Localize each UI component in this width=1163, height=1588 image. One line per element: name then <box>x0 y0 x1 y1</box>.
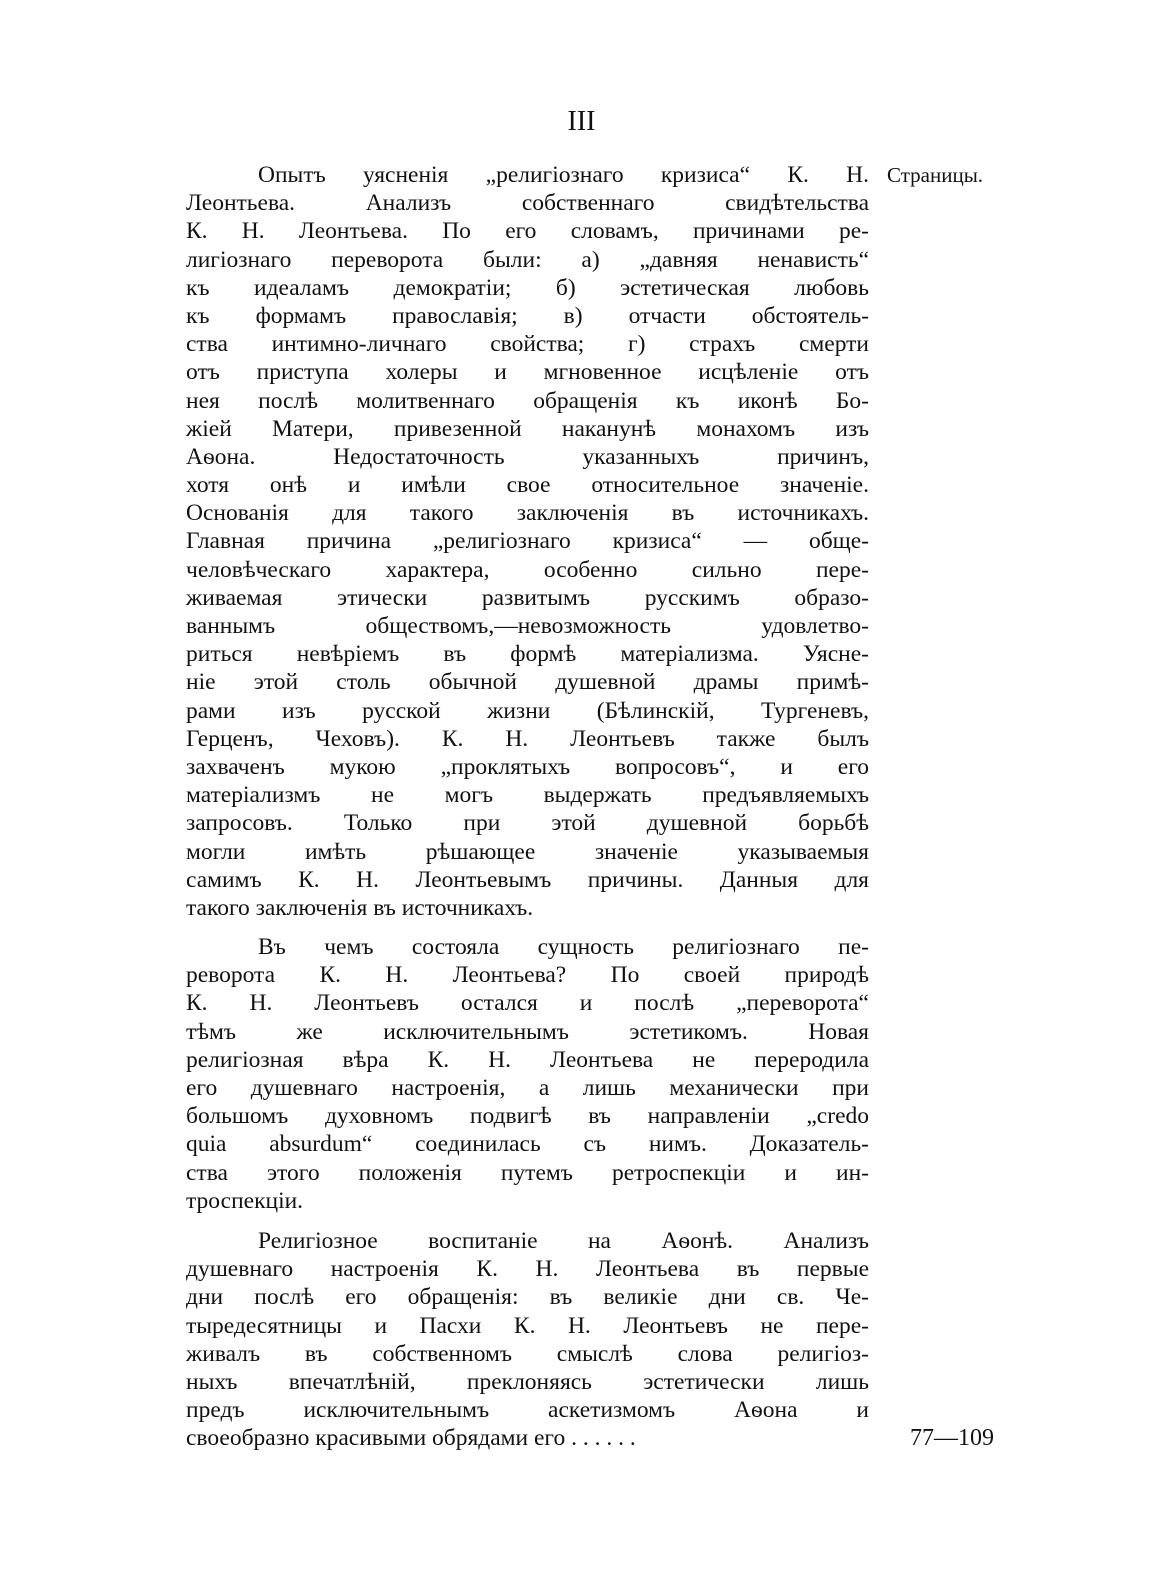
text-line: запросовъ. Только при этой душевной борьбѣ <box>186 810 869 837</box>
text-line: рами изъ русской жизни (Бѣлинскій, Тургеневъ, <box>186 697 869 724</box>
text-line: такого заключенія въ источникахъ. <box>186 894 534 921</box>
text-line: могли имѣть рѣшающее значеніе указываемыя <box>186 838 869 865</box>
text-line: большомъ духовномъ подвигѣ въ направленіи „credo <box>186 1103 869 1130</box>
text-line: хотя онѣ и имѣли свое относительное значеніе. <box>186 472 869 499</box>
text-line: нея послѣ молитвеннаго обращенія къ иконѣ Бо- <box>186 387 869 414</box>
text-line: К. Н. Леонтьевъ остался и послѣ „переворота“ <box>186 990 869 1017</box>
text-line: ства интимно-личнаго свойства; г) страхъ смерти <box>186 331 869 358</box>
text-line: Аѳона. Недостаточность указанныхъ причинъ, <box>186 443 869 470</box>
text-line: Главная причина „религіознаго кризиса“ — обще- <box>186 528 869 555</box>
text-line: предъ исключительнымъ аскетизмомъ Аѳона и <box>186 1397 869 1424</box>
text-line: риться невѣріемъ въ формѣ матеріализма. Уясне- <box>186 641 869 668</box>
page-range: 77—109 <box>910 1425 994 1451</box>
text-line: ства этого положенія путемъ ретроспекціи и ин- <box>186 1159 869 1186</box>
text-line: къ формамъ православія; в) отчасти обстоятель- <box>186 302 869 329</box>
text-line: жіей Матери, привезенной наканунѣ монахомъ изъ <box>186 415 869 442</box>
text-line: quia absurdum“ соединилась съ нимъ. Доказатель- <box>186 1131 869 1158</box>
text-line: Основанія для такого заключенія въ источникахъ. <box>186 500 869 527</box>
text-line: Опытъ уясненія „религіознаго кризиса“ К. Н. <box>258 162 869 188</box>
text-line: ваннымъ обществомъ,—невозможность удовлетво- <box>186 613 869 639</box>
text-line: къ идеаламъ демократіи; б) эстетическая любовь <box>186 274 869 301</box>
text-line: его душевнаго настроенія, а лишь механически при <box>186 1074 869 1101</box>
text-line: К. Н. Леонтьева. По его словамъ, причинами ре- <box>186 218 869 245</box>
paragraph-2 <box>186 933 869 1215</box>
text-line: матеріализмъ не могъ выдержать предъявляемыхъ <box>186 782 869 809</box>
text-line: человѣческаго характера, особенно сильно пере- <box>186 556 869 583</box>
text-line: душевнаго настроенія К. Н. Леонтьева въ первые <box>186 1256 869 1283</box>
text-line: захваченъ мукою „проклятыхъ вопросовъ“, и его <box>186 753 869 780</box>
text-line: Леонтьева. Анализъ собственнаго свидѣтельства <box>186 190 869 217</box>
text-line: Религіозное воспитаніе на Аѳонѣ. Анализъ <box>258 1228 869 1254</box>
pages-column-label: Страницы. <box>887 163 984 187</box>
text-line: ныхъ впечатлѣній, преклоняясь эстетически лишь <box>186 1368 869 1395</box>
text-line: самимъ К. Н. Леонтьевымъ причины. Данныя для <box>186 866 869 893</box>
text-line: лигіознаго переворота были: а) „давняя ненависть“ <box>186 246 869 273</box>
text-line: реворота К. Н. Леонтьева? По своей природѣ <box>186 962 869 989</box>
text-line: религіозная вѣра К. Н. Леонтьева не переродила <box>186 1046 869 1073</box>
text-line: троспекціи. <box>186 1187 304 1214</box>
paragraph-1 <box>186 161 869 922</box>
text-line: живалъ въ собственномъ смыслѣ слова религіоз- <box>186 1340 869 1367</box>
text-line: живаемая этически развитымъ русскимъ образо- <box>186 584 869 611</box>
text-line: тыредесятницы и Пасхи К. Н. Леонтьевъ не пере- <box>186 1312 869 1339</box>
text-line: отъ приступа холеры и мгновенное исцѣленіе отъ <box>186 359 869 386</box>
text-line: тѣмъ же исключительнымъ эстетикомъ. Новая <box>186 1018 869 1045</box>
text-line: своеобразно красивыми обрядами его . . . . . . <box>186 1425 636 1452</box>
text-line: ніе этой столь обычной душевной драмы примѣ- <box>186 669 869 696</box>
text-line: Герценъ, Чеховъ). К. Н. Леонтьевъ также былъ <box>186 725 869 752</box>
paragraph-3 <box>186 1227 869 1453</box>
page-number: III <box>567 106 596 137</box>
text-line: Въ чемъ состояла сущность религіознаго пе- <box>258 934 869 960</box>
text-line: дни послѣ его обращенія: въ великіе дни св. Че- <box>186 1284 869 1311</box>
